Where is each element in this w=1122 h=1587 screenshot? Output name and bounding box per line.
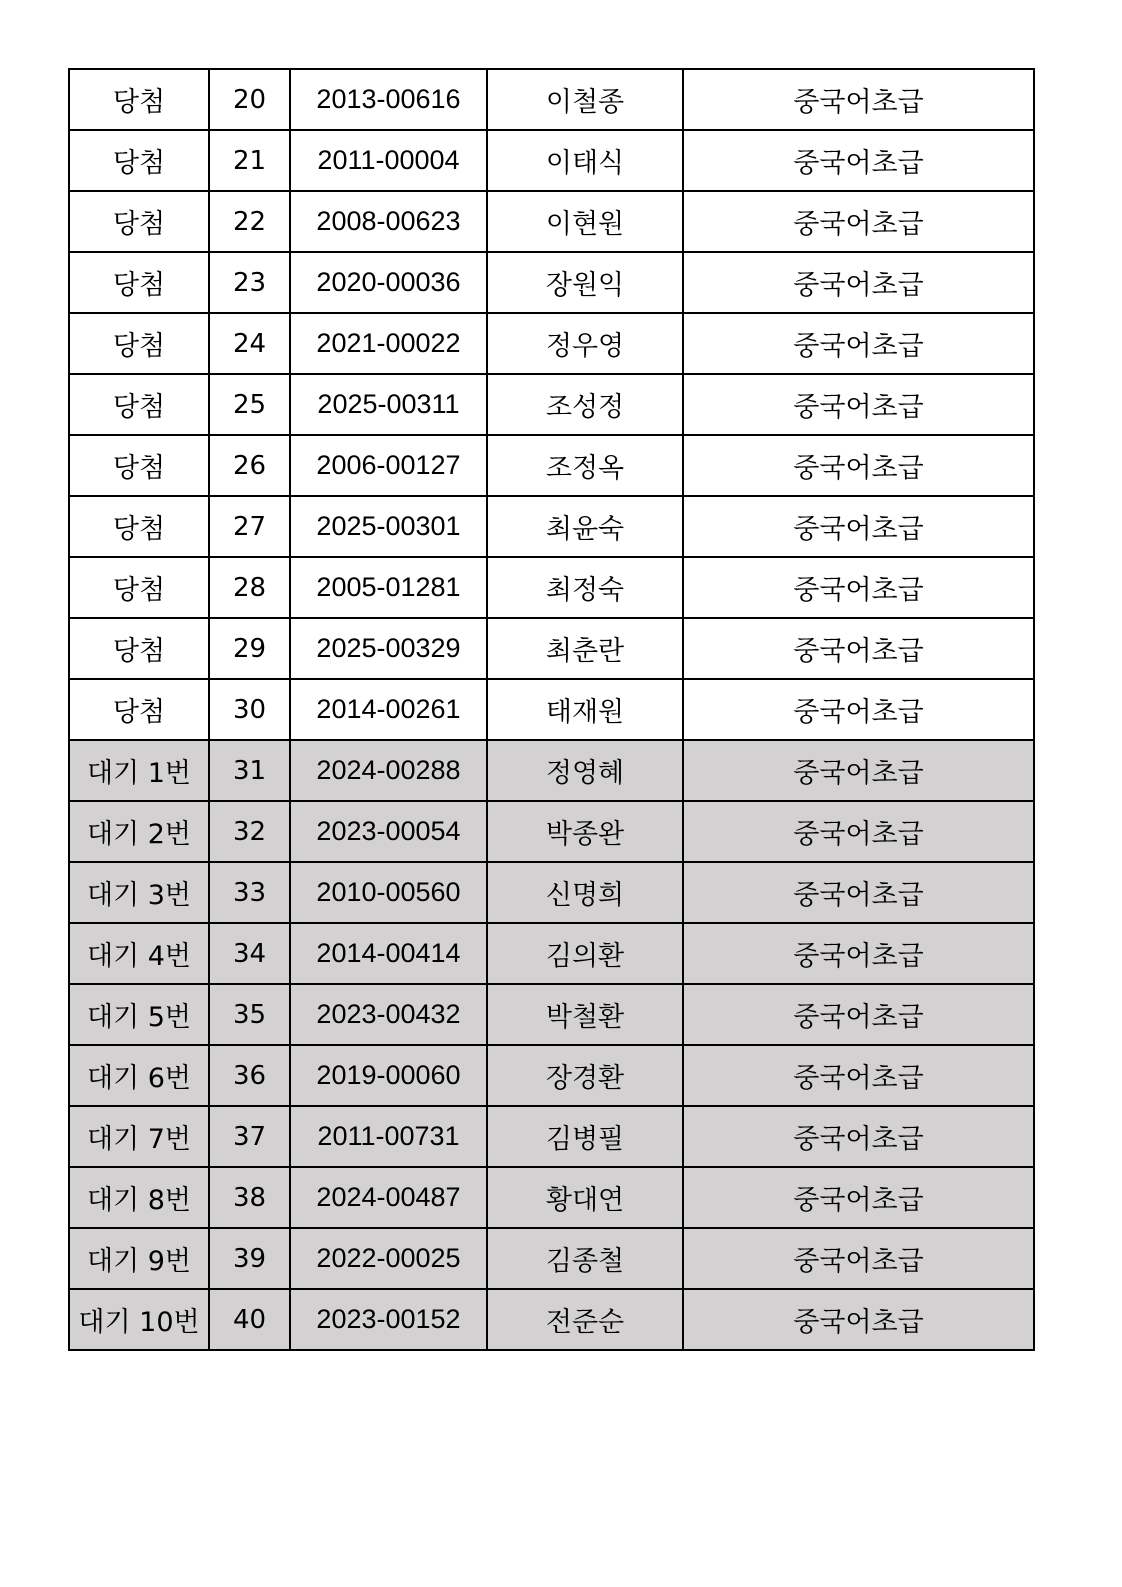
number-cell: 36 xyxy=(209,1045,290,1106)
name-cell: 김의환 xyxy=(487,923,683,984)
member-id-cell: 2005-01281 xyxy=(290,557,487,618)
table-row xyxy=(69,557,1034,618)
course-cell: 중국어초급 xyxy=(683,435,1034,496)
table-row xyxy=(69,801,1034,862)
number-cell: 24 xyxy=(209,313,290,374)
status-cell: 대기 1번 xyxy=(69,740,209,801)
number-cell: 40 xyxy=(209,1289,290,1350)
member-id-cell: 2023-00054 xyxy=(290,801,487,862)
course-cell: 중국어초급 xyxy=(683,557,1034,618)
status-cell: 대기 3번 xyxy=(69,862,209,923)
member-id-cell: 2024-00487 xyxy=(290,1167,487,1228)
name-cell: 이태식 xyxy=(487,130,683,191)
table-row xyxy=(69,1106,1034,1167)
number-cell: 33 xyxy=(209,862,290,923)
member-id-cell: 2019-00060 xyxy=(290,1045,487,1106)
member-id-cell: 2010-00560 xyxy=(290,862,487,923)
status-cell: 당첨 xyxy=(69,252,209,313)
number-cell: 37 xyxy=(209,1106,290,1167)
table-row xyxy=(69,374,1034,435)
member-id-cell: 2013-00616 xyxy=(290,69,487,130)
course-cell: 중국어초급 xyxy=(683,618,1034,679)
number-cell: 27 xyxy=(209,496,290,557)
table-row xyxy=(69,496,1034,557)
status-cell: 당첨 xyxy=(69,130,209,191)
course-cell: 중국어초급 xyxy=(683,130,1034,191)
status-cell: 대기 7번 xyxy=(69,1106,209,1167)
member-id-cell: 2006-00127 xyxy=(290,435,487,496)
name-cell: 정우영 xyxy=(487,313,683,374)
number-cell: 30 xyxy=(209,679,290,740)
member-id-cell: 2025-00329 xyxy=(290,618,487,679)
status-cell: 당첨 xyxy=(69,69,209,130)
name-cell: 장경환 xyxy=(487,1045,683,1106)
course-cell: 중국어초급 xyxy=(683,496,1034,557)
status-cell: 당첨 xyxy=(69,374,209,435)
member-id-cell: 2014-00261 xyxy=(290,679,487,740)
table-row xyxy=(69,862,1034,923)
status-cell: 대기 4번 xyxy=(69,923,209,984)
status-cell: 당첨 xyxy=(69,557,209,618)
status-cell: 대기 6번 xyxy=(69,1045,209,1106)
number-cell: 32 xyxy=(209,801,290,862)
name-cell: 최정숙 xyxy=(487,557,683,618)
course-cell: 중국어초급 xyxy=(683,1045,1034,1106)
course-cell: 중국어초급 xyxy=(683,313,1034,374)
course-cell: 중국어초급 xyxy=(683,374,1034,435)
name-cell: 전준순 xyxy=(487,1289,683,1350)
member-id-cell: 2025-00311 xyxy=(290,374,487,435)
table-row xyxy=(69,313,1034,374)
table-row xyxy=(69,1045,1034,1106)
status-cell: 당첨 xyxy=(69,618,209,679)
name-cell: 최윤숙 xyxy=(487,496,683,557)
table-row xyxy=(69,252,1034,313)
name-cell: 장원익 xyxy=(487,252,683,313)
number-cell: 25 xyxy=(209,374,290,435)
number-cell: 23 xyxy=(209,252,290,313)
name-cell: 이철종 xyxy=(487,69,683,130)
course-cell: 중국어초급 xyxy=(683,191,1034,252)
table-row xyxy=(69,740,1034,801)
number-cell: 22 xyxy=(209,191,290,252)
number-cell: 35 xyxy=(209,984,290,1045)
name-cell: 조정옥 xyxy=(487,435,683,496)
member-id-cell: 2020-00036 xyxy=(290,252,487,313)
table-row xyxy=(69,618,1034,679)
status-cell: 당첨 xyxy=(69,435,209,496)
name-cell: 박철환 xyxy=(487,984,683,1045)
lottery-result-table xyxy=(68,68,1035,1351)
number-cell: 39 xyxy=(209,1228,290,1289)
course-cell: 중국어초급 xyxy=(683,252,1034,313)
member-id-cell: 2008-00623 xyxy=(290,191,487,252)
status-cell: 당첨 xyxy=(69,496,209,557)
status-cell: 당첨 xyxy=(69,191,209,252)
table-row xyxy=(69,130,1034,191)
status-cell: 대기 2번 xyxy=(69,801,209,862)
status-cell: 당첨 xyxy=(69,313,209,374)
name-cell: 정영혜 xyxy=(487,740,683,801)
name-cell: 조성정 xyxy=(487,374,683,435)
name-cell: 이현원 xyxy=(487,191,683,252)
member-id-cell: 2021-00022 xyxy=(290,313,487,374)
name-cell: 김병필 xyxy=(487,1106,683,1167)
status-cell: 대기 5번 xyxy=(69,984,209,1045)
number-cell: 21 xyxy=(209,130,290,191)
course-cell: 중국어초급 xyxy=(683,923,1034,984)
member-id-cell: 2023-00152 xyxy=(290,1289,487,1350)
table-row xyxy=(69,984,1034,1045)
name-cell: 박종완 xyxy=(487,801,683,862)
member-id-cell: 2014-00414 xyxy=(290,923,487,984)
course-cell: 중국어초급 xyxy=(683,679,1034,740)
course-cell: 중국어초급 xyxy=(683,1167,1034,1228)
number-cell: 29 xyxy=(209,618,290,679)
member-id-cell: 2022-00025 xyxy=(290,1228,487,1289)
status-cell: 대기 10번 xyxy=(69,1289,209,1350)
member-id-cell: 2023-00432 xyxy=(290,984,487,1045)
number-cell: 26 xyxy=(209,435,290,496)
member-id-cell: 2025-00301 xyxy=(290,496,487,557)
status-cell: 당첨 xyxy=(69,679,209,740)
course-cell: 중국어초급 xyxy=(683,862,1034,923)
status-cell: 대기 9번 xyxy=(69,1228,209,1289)
table-row xyxy=(69,191,1034,252)
number-cell: 31 xyxy=(209,740,290,801)
course-cell: 중국어초급 xyxy=(683,69,1034,130)
course-cell: 중국어초급 xyxy=(683,801,1034,862)
table-row xyxy=(69,1167,1034,1228)
table-row xyxy=(69,1289,1034,1350)
name-cell: 김종철 xyxy=(487,1228,683,1289)
table-row xyxy=(69,923,1034,984)
status-cell: 대기 8번 xyxy=(69,1167,209,1228)
member-id-cell: 2011-00004 xyxy=(290,130,487,191)
member-id-cell: 2011-00731 xyxy=(290,1106,487,1167)
name-cell: 태재원 xyxy=(487,679,683,740)
number-cell: 38 xyxy=(209,1167,290,1228)
name-cell: 황대연 xyxy=(487,1167,683,1228)
table-row xyxy=(69,69,1034,130)
number-cell: 34 xyxy=(209,923,290,984)
table-row xyxy=(69,435,1034,496)
course-cell: 중국어초급 xyxy=(683,1289,1034,1350)
name-cell: 최춘란 xyxy=(487,618,683,679)
member-id-cell: 2024-00288 xyxy=(290,740,487,801)
table-row xyxy=(69,679,1034,740)
course-cell: 중국어초급 xyxy=(683,1106,1034,1167)
course-cell: 중국어초급 xyxy=(683,1228,1034,1289)
table-row xyxy=(69,1228,1034,1289)
table-body xyxy=(69,69,1034,1350)
course-cell: 중국어초급 xyxy=(683,740,1034,801)
course-cell: 중국어초급 xyxy=(683,984,1034,1045)
name-cell: 신명희 xyxy=(487,862,683,923)
number-cell: 28 xyxy=(209,557,290,618)
number-cell: 20 xyxy=(209,69,290,130)
